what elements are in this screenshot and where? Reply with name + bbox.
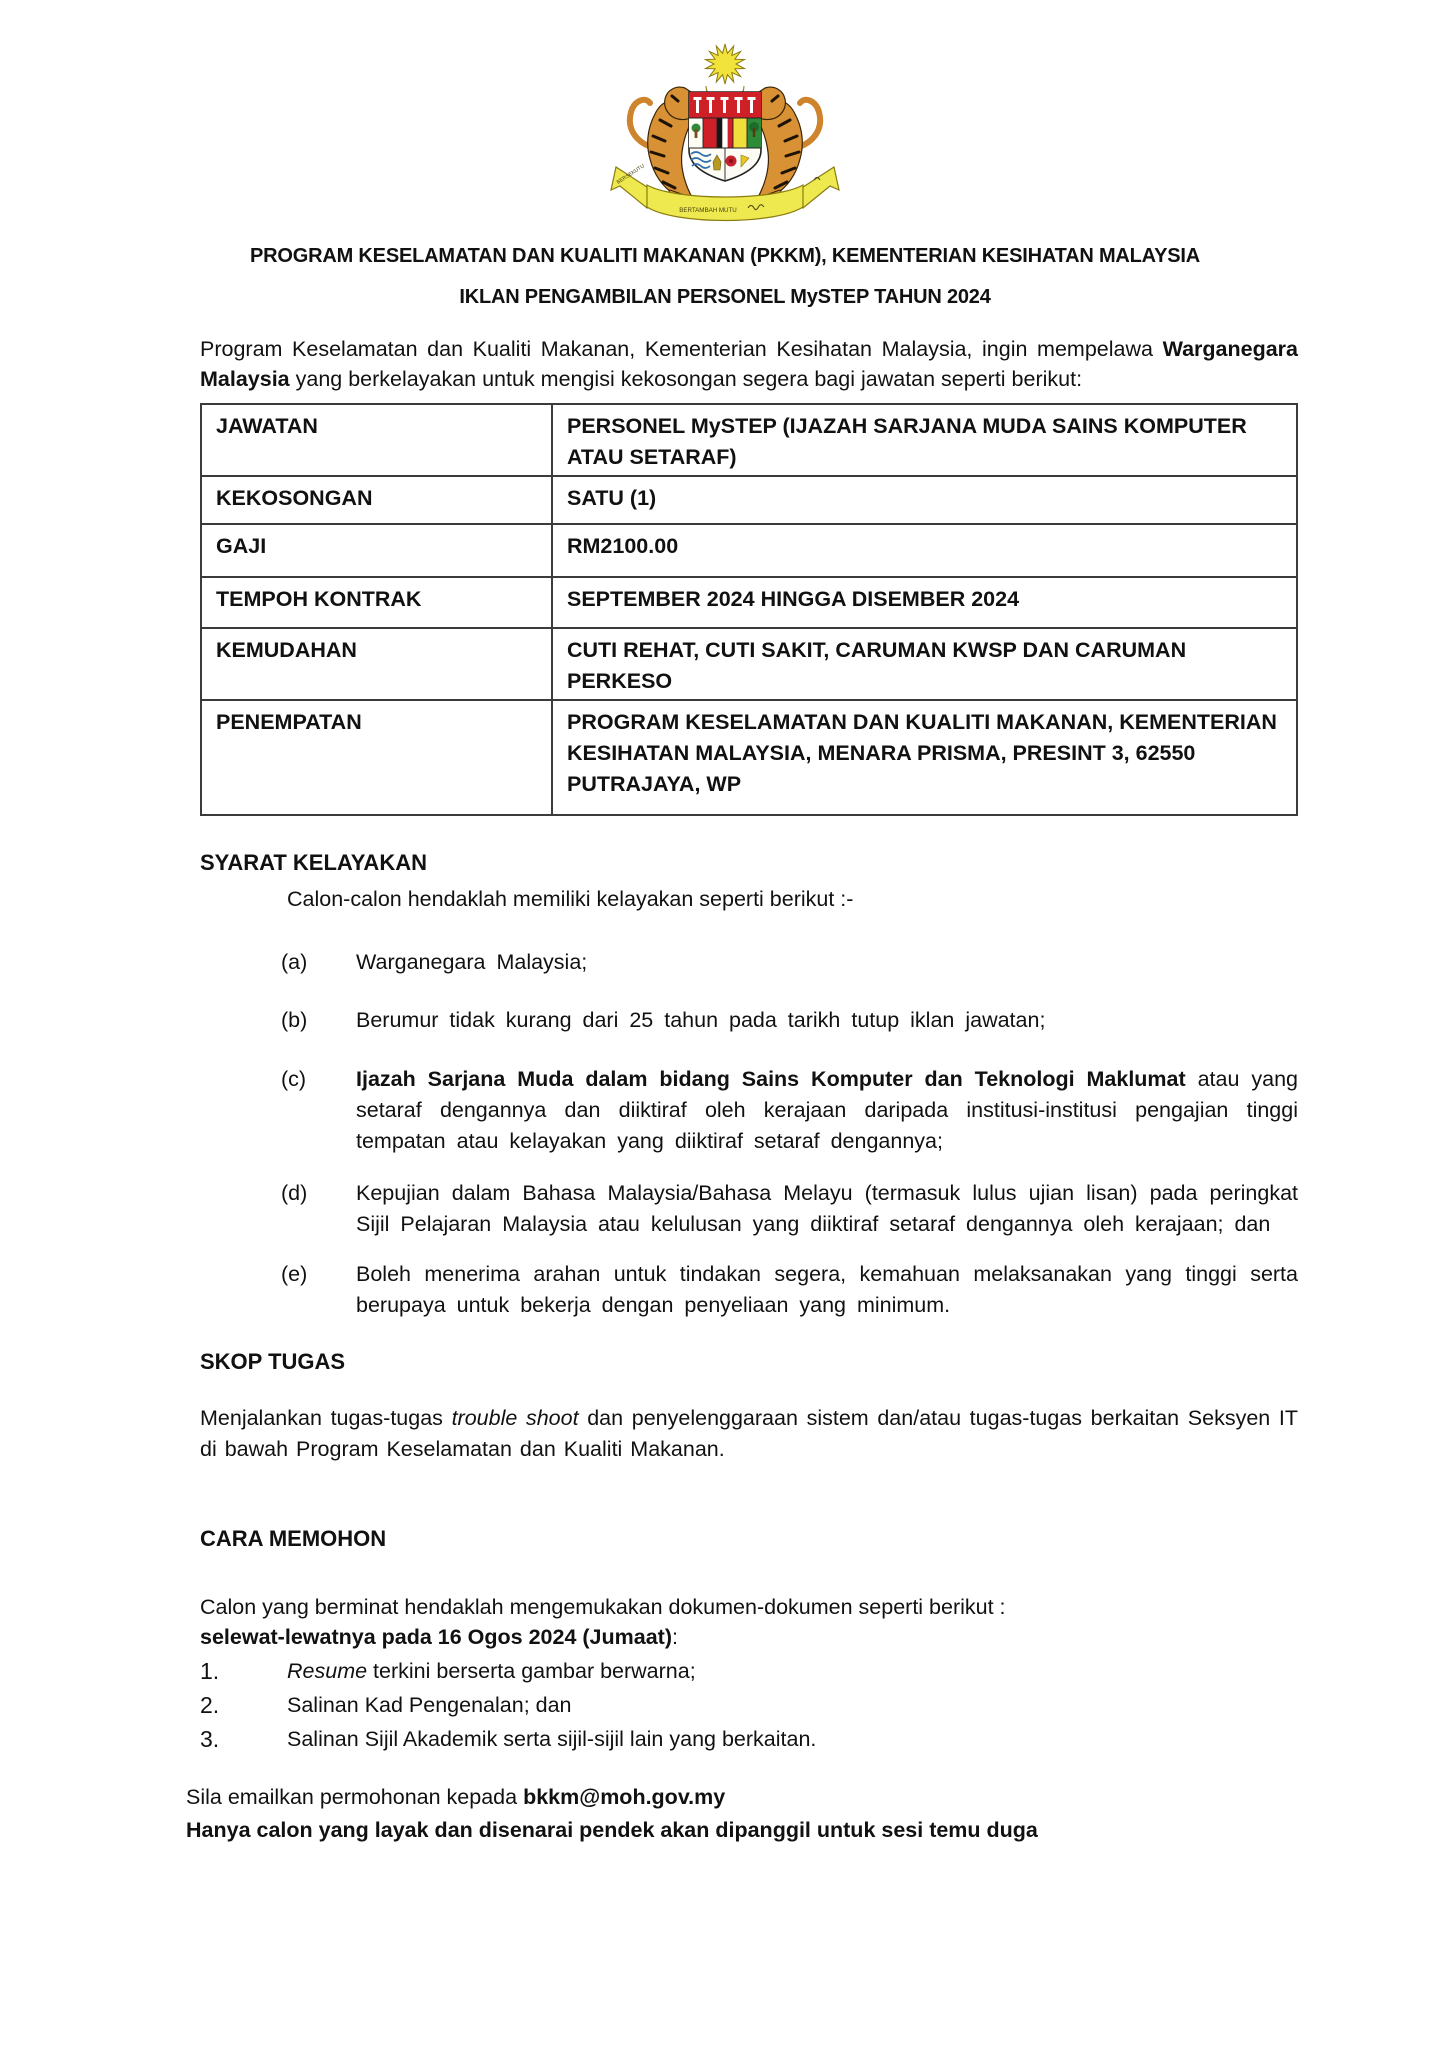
requirement-item-c: [200, 1064, 1298, 1157]
malaysia-coat-of-arms: [0, 40, 1450, 235]
item-marker: (a): [281, 950, 308, 974]
cara-deadline-suffix: :: [672, 1625, 678, 1649]
shield: [689, 92, 761, 181]
table-row-penempatan: [201, 700, 1297, 815]
requirement-item-a: [200, 947, 1298, 978]
list-item-text: [287, 1724, 1298, 1754]
intro-text-after: yang berkelayakan untuk mengisi kekosongan segera bagi jawatan seperti berikut:: [289, 367, 1083, 391]
section-heading-cara-memohon: CARA MEMOHON: [200, 1526, 387, 1551]
row-value: SEPTEMBER 2024 HINGGA DISEMBER 2024: [552, 577, 1297, 628]
row-value: PROGRAM KESELAMATAN DAN KUALITI MAKANAN, KEMENTERIAN KESIHATAN MALAYSIA, MENARA PRISMA, PRESINT 3, 62550 PUTRAJAYA, WP: [552, 700, 1297, 815]
document-footer: [186, 1781, 1298, 1847]
item-marker: (e): [281, 1262, 308, 1286]
skop-text-after: dan penyelenggaraan sistem dan/atau tugas-tugas berkaitan Seksyen IT di bawah Program Keselamatan dan Kualiti Makanan.: [200, 1406, 1299, 1461]
document-subtitle: IKLAN PENGAMBILAN PERSONEL MySTEP TAHUN 2024: [459, 286, 991, 308]
item-plain-text: atau yang setaraf dengannya dan diiktiraf oleh kerajaan daripada institusi-institusi pengajian tinggi tempatan atau kelayakan yang diiktiraf setaraf dengannya;: [356, 1067, 1298, 1153]
table-row-gaji: [201, 524, 1297, 577]
item-plain-text: Kepujian dalam Bahasa Malaysia/Bahasa Melayu (termasuk lulus ujian lisan) pada peringkat Sijil Pelajaran Malaysia atau kelulusan yang diiktiraf setaraf dengannya oleh kerajaan; dan: [356, 1181, 1298, 1236]
job-details-table: [200, 403, 1298, 816]
list-item-plain: terkini berserta gambar berwarna;: [367, 1659, 696, 1683]
list-item-italic: Resume: [287, 1659, 368, 1683]
row-value: RM2100.00: [552, 524, 1297, 577]
item-marker: (d): [281, 1181, 308, 1205]
shortlist-note-line: Hanya calon yang layak dan disenarai pendek akan dipanggil untuk sesi temu duga: [186, 1818, 1038, 1842]
section-heading-skop-tugas: SKOP TUGAS: [200, 1349, 346, 1374]
item-text: [356, 1259, 1298, 1321]
list-item-text: [287, 1690, 1298, 1720]
item-text: [356, 1005, 1298, 1036]
item-text: [356, 947, 1298, 978]
row-label: JAWATAN: [201, 404, 552, 476]
row-label: GAJI: [201, 524, 552, 577]
item-marker: (c): [281, 1067, 307, 1091]
requirement-item-d: [200, 1178, 1298, 1240]
requirement-item-b: [200, 1005, 1298, 1036]
item-plain-text: Berumur tidak kurang dari 25 tahun pada tarikh tutup iklan jawatan;: [356, 1008, 1046, 1032]
intro-text-before: Program Keselamatan dan Kualiti Makanan, Kementerian Kesihatan Malaysia, ingin mempelawa: [200, 337, 1163, 361]
email-address: bkkm@moh.gov.my: [523, 1785, 726, 1809]
list-item-1: [200, 1656, 1298, 1686]
row-value: SATU (1): [552, 476, 1297, 524]
row-label: KEMUDAHAN: [201, 628, 552, 700]
table-row-jawatan: [201, 404, 1297, 476]
skop-italic-text: trouble shoot: [451, 1406, 579, 1430]
syarat-intro-line: Calon-calon hendaklah memiliki kelayakan seperti berikut :-: [287, 887, 854, 911]
row-value: CUTI REHAT, CUTI SAKIT, CARUMAN KWSP DAN CARUMAN PERKESO: [552, 628, 1297, 700]
item-plain-text: Boleh menerima arahan untuk tindakan segera, kemahuan melaksanakan yang tinggi serta berupaya untuk bekerja dengan penyeliaan yang minimum.: [356, 1262, 1298, 1317]
cara-intro-block: [200, 1592, 1298, 1652]
list-item-number: 3.: [200, 1726, 220, 1752]
table-row-kemudahan: [201, 628, 1297, 700]
row-label: KEKOSONGAN: [201, 476, 552, 524]
item-text: [356, 1178, 1298, 1240]
requirement-item-e: [200, 1259, 1298, 1321]
federal-star-icon: [706, 44, 745, 84]
email-prefix-text: Sila emailkan permohonan kepada: [186, 1785, 524, 1809]
table-row-tempoh-kontrak: [201, 577, 1297, 628]
list-item-text: [287, 1656, 1298, 1686]
list-item-number: 2.: [200, 1692, 220, 1718]
intro-bold-text: Warganegara Malaysia: [200, 337, 1298, 391]
table-row-kekosongan: [201, 476, 1297, 524]
document-header: [0, 40, 1450, 309]
row-label: TEMPOH KONTRAK: [201, 577, 552, 628]
motto-left-text: BERSEKUTU: [615, 163, 646, 186]
list-item-number: 1.: [200, 1658, 220, 1684]
motto-center-text: BERTAMBAH MUTU: [679, 207, 737, 214]
list-item-2: [200, 1690, 1298, 1720]
section-heading-syarat-kelayakan: SYARAT KELAYAKAN: [200, 850, 427, 875]
document-checklist: [200, 1656, 1298, 1754]
cara-intro-line2: [200, 1622, 1298, 1652]
list-item-plain: Salinan Kad Pengenalan; dan: [287, 1693, 572, 1717]
item-text: [356, 1064, 1298, 1157]
item-plain-text: Warganegara Malaysia;: [356, 950, 588, 974]
row-value: PERSONEL MySTEP (IJAZAH SARJANA MUDA SAINS KOMPUTER ATAU SETARAF): [552, 404, 1297, 476]
skop-text-before: Menjalankan tugas-tugas: [200, 1406, 452, 1430]
intro-paragraph: [200, 334, 1298, 394]
skop-tugas-paragraph: [200, 1403, 1298, 1465]
email-instruction-line: [186, 1781, 1298, 1814]
document-body: [186, 334, 1299, 1847]
list-item-plain: Salinan Sijil Akademik serta sijil-sijil lain yang berkaitan.: [287, 1727, 817, 1751]
document-title: PROGRAM KESELAMATAN DAN KUALITI MAKANAN (PKKM), KEMENTERIAN KESIHATAN MALAYSIA: [250, 245, 1200, 267]
coat-of-arms-graphic: [600, 40, 850, 235]
item-marker: (b): [281, 1008, 308, 1032]
list-item-3: [200, 1724, 1298, 1754]
cara-intro-line1: Calon yang berminat hendaklah mengemukakan dokumen-dokumen seperti berikut :: [200, 1595, 1006, 1619]
item-bold-text: Ijazah Sarjana Muda dalam bidang Sains Komputer dan Teknologi Maklumat: [356, 1067, 1186, 1091]
row-label: PENEMPATAN: [201, 700, 552, 815]
cara-deadline-bold: selewat-lewatnya pada 16 Ogos 2024 (Jumaat): [200, 1625, 673, 1649]
